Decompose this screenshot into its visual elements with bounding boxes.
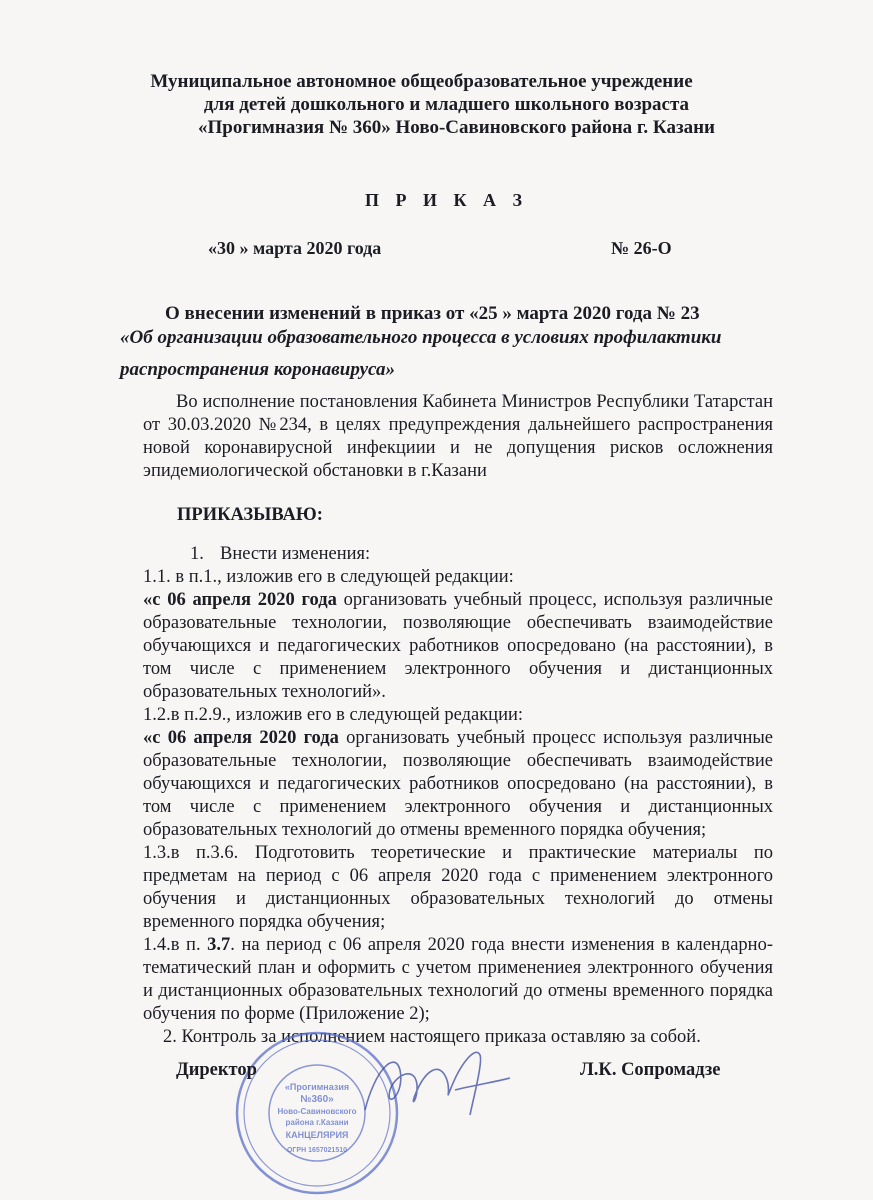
item-1-4 bbox=[143, 934, 773, 1026]
header-line-1: Муниципальное автономное общеобразовательное учреждение bbox=[150, 71, 693, 92]
item-1 bbox=[143, 543, 773, 566]
document-title: П Р И К А З bbox=[364, 190, 529, 210]
director-signature bbox=[355, 1040, 515, 1130]
stamp-ogrn: ОГРН 1657021510 bbox=[286, 1147, 348, 1154]
order-date: «30 » марта 2020 года bbox=[208, 238, 382, 258]
institution-header bbox=[0, 70, 873, 139]
item-1-text: Внести изменения: bbox=[220, 544, 371, 564]
item-1-1-intro: 1.1. в п.1., изложив его в следующей редакции: bbox=[143, 567, 514, 587]
stamp-text-4: района г.Казани bbox=[285, 1118, 349, 1127]
stamp-text-1: «Прогимназия bbox=[284, 1082, 350, 1092]
order-subject bbox=[120, 302, 800, 382]
header-line-2: для детей дошкольного и младшего школьного возраста bbox=[203, 94, 690, 115]
stamp-text-5: КАНЦЕЛЯРИЯ bbox=[285, 1130, 349, 1140]
item-1-2-body: организовать учебный процесс используя различные образовательные технологии, позволяющие обеспечивать взаимодействие обучающихся и педагогических работников опосредовано (на расстоянии), в том числе с применением электронного обучения и дистанционных образовательных технологий до отмены временного порядка обучения; bbox=[143, 728, 774, 840]
header-line-3: «Прогимназия № 360» Ново-Савиновского района г. Казани bbox=[198, 117, 715, 138]
intro-paragraph: Во исполнение постановления Кабинета Министров Республики Татарстан от 30.03.2020 №234, в целях предупреждения дальнейшего распространения новой коронавирусной инфекциии и не допущения рисков осложнения эпидемиологической обстановки в г.Казани bbox=[143, 392, 773, 481]
prikazyvayu-heading: ПРИКАЗЫВАЮ: bbox=[177, 505, 323, 525]
item-1-number: 1. bbox=[190, 544, 204, 564]
signatory-role: Директор bbox=[176, 1060, 257, 1080]
item-1-4-bold: 3.7 bbox=[207, 935, 231, 955]
order-number: № 26-О bbox=[611, 238, 672, 258]
signatory-name: Л.К. Сопромадзе bbox=[580, 1060, 721, 1080]
item-1-2-bold: «с 06 апреля 2020 года bbox=[143, 728, 339, 748]
item-2: 2. Контроль за исполнением настоящего приказа оставляю за собой. bbox=[163, 1027, 701, 1047]
item-1-4-body: . на период с 06 апреля 2020 года внести изменения в календарно-тематический план и оформить с учетом применениея электронного обучения и дистанционных образовательных технологий до отмены временного порядка обучения по форме (Приложение 2); bbox=[143, 935, 773, 1024]
item-1-1-bold: «с 06 апреля 2020 года bbox=[143, 590, 337, 610]
item-1-1-text bbox=[143, 589, 773, 704]
item-1-4-prefix: 1.4.в п. bbox=[143, 935, 208, 955]
item-1-2-intro: 1.2.в п.2.9., изложив его в следующей редакции: bbox=[143, 705, 524, 725]
item-1-1-body: организовать учебный процесс, используя различные образовательные технологии, позволяющие обеспечивать взаимодействие обучающихся и педагогических работников опосредовано (на расстоянии), в том числе с применением электронного обучения и дистанционных образовательных технологий». bbox=[143, 590, 774, 702]
subject-line-3: распространения коронавируса» bbox=[120, 359, 395, 380]
stamp-text-2: №360» bbox=[300, 1094, 334, 1105]
stamp-text-3: Ново-Савиновского bbox=[277, 1107, 357, 1116]
subject-line-1: О внесении изменений в приказ от «25 » марта 2020 года № 23 bbox=[165, 303, 700, 324]
item-1-3: 1.3.в п.3.6. Подготовить теоретические и практические материалы по предметам на период с 06 апреля 2020 года с применением электронного обучения и дистанционных образовательных технологий до отмены временного порядка обучения; bbox=[143, 843, 773, 932]
order-items bbox=[143, 543, 773, 1049]
subject-line-2: «Об организации образовательного процесса в условиях профилактики bbox=[120, 327, 722, 348]
item-1-2-text bbox=[143, 727, 773, 842]
